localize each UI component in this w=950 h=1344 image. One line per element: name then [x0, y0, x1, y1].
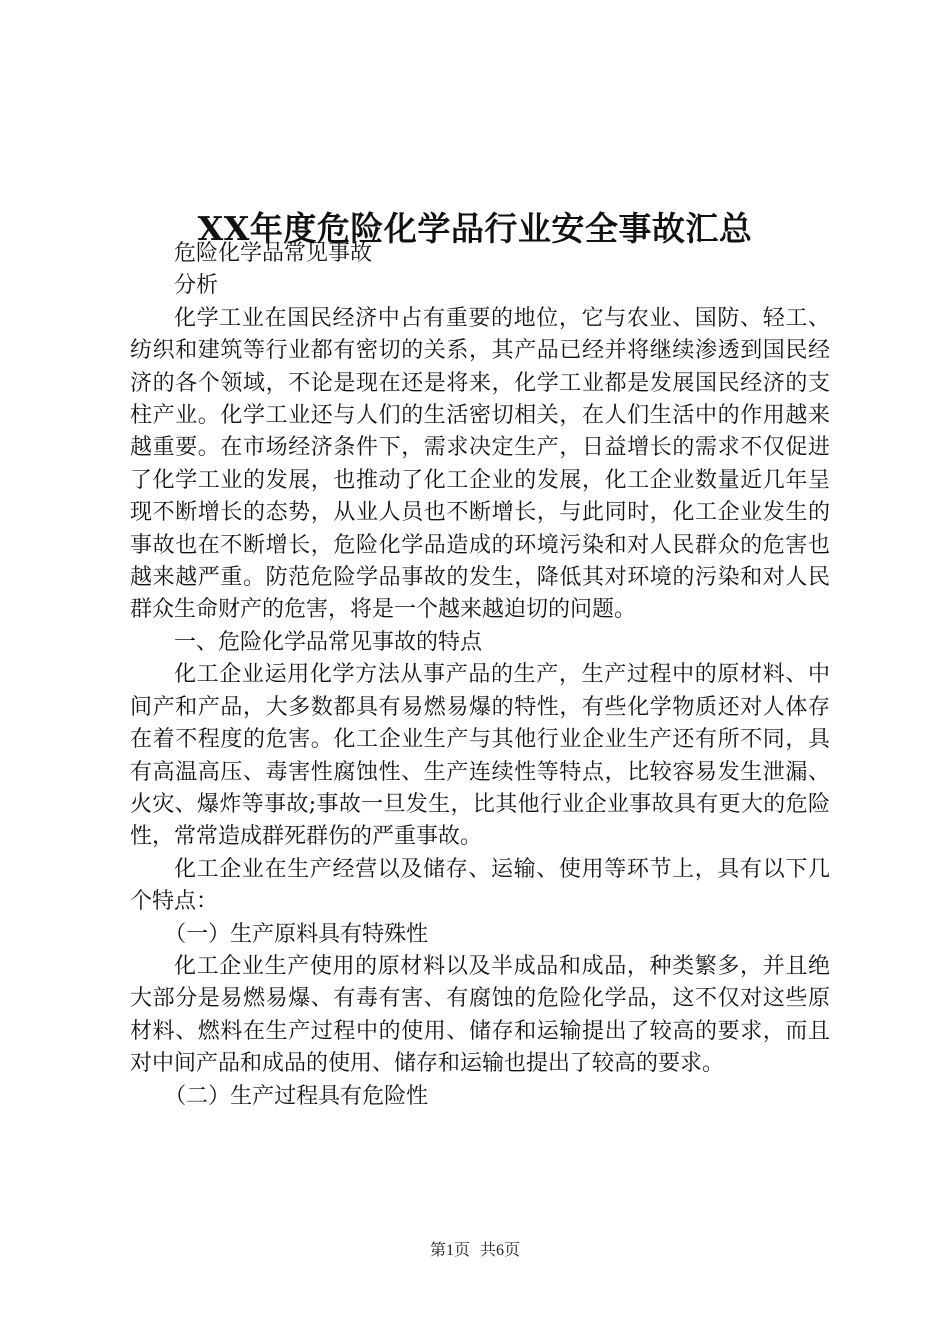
paragraph-subtitle-line2: 分析 — [174, 273, 219, 299]
page-total: 共6页 — [480, 1242, 521, 1259]
paragraph-subtitle-line1: 危险化学品常见事故 — [174, 241, 373, 266]
paragraph-subsection-1: 化工企业生产使用的原材料以及半成品和成品，种类繁多，并且绝大部分是易燃易爆、有毒有害、有腐蚀的危险化学品，这不仅对这些原材料、燃料在生产过程中的使用、储存和运输提出了较高的要求，而且对中间产品和成品的使用、储存和运输也提出了较高的要求。 — [130, 953, 830, 1077]
document-title: XX年度危险化学品行业安全事故汇总 — [197, 209, 753, 249]
subheading-1: （一）生产原料具有特殊性 — [164, 921, 429, 947]
page-number: 第1页 — [429, 1242, 470, 1259]
document-body — [130, 238, 830, 1113]
paragraph-section-1: 化工企业运用化学方法从事产品的生产，生产过程中的原材料、中间产和产品，大多数都具有易燃易爆的特性，有些化学物质还对人体存在着不程度的危害。化工企业生产与其他行业企业生产还有所不同，具有高温高压、毒害性腐蚀性、生产连续性等特点，比较容易发生泄漏、火灾、爆炸等事故;事故一旦发生，比其他行业企业事故具有更大的危险性，常常造成群死群伤的严重事故。 — [130, 662, 830, 850]
section-heading-1: 一、危险化学品常见事故的特点 — [174, 629, 483, 655]
paragraph-features-intro: 化工企业在生产经营以及储存、运输、使用等环节上，具有以下几个特点： — [130, 856, 830, 915]
subheading-2: （二）生产过程具有危险性 — [164, 1083, 429, 1109]
paragraph-intro: 化学工业在国民经济中占有重要的地位，它与农业、国防、轻工、纺织和建筑等行业都有密切的关系，其产品已经并将继续渗透到国民经济的各个领域，不论是现在还是将来，化学工业都是发展国民经济的支柱产业。化学工业还与人们的生活密切相关，在人们生活中的作用越来越重要。在市场经济条件下，需求决定生产，日益增长的需求不仅促进了化学工业的发展，也推动了化工企业的发展，化工企业数量近几年呈现不断增长的态势，从业人员也不断增长，与此同时，化工企业发生的事故也在不断增长，危险化学品造成的环境污染和对人民群众的危害也越来越严重。防范危险学品事故的发生，降低其对环境的污染和对人民群众生命财产的危害，将是一个越来越迫切的问题。 — [130, 305, 830, 623]
page-footer — [0, 1240, 950, 1262]
